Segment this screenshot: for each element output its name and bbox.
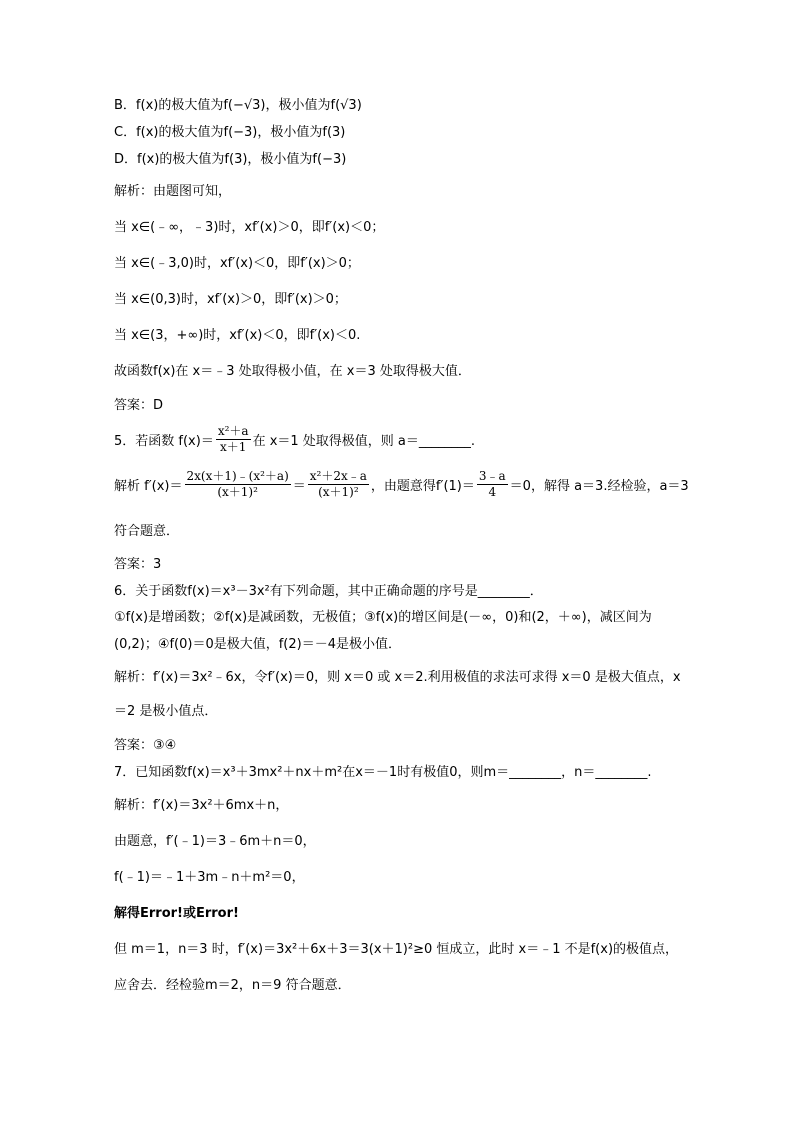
solution-4-case-2: 当 x∈(﹣3,0)时，xf′(x)＜0，即f′(x)＞0； [114,256,360,271]
fraction-numerator: x²＋2x﹣a [309,469,367,483]
answer-6: 答案：③④ [114,738,177,753]
solution-5-suffix: ＝0，解得 a＝3.经检验，a＝3 [509,479,689,494]
question-5-suffix: 在 x＝1 处取得极值，则 a＝________. [252,434,476,449]
solution-5-prefix: 解析 f′(x)＝ [114,479,183,494]
question-5-fraction [216,424,251,455]
solution-6-line-1: 解析：f′(x)＝3x²﹣6x，令f′(x)＝0，则 x＝0 或 x＝2.利用极值的求法可求得 x＝0 是极大值点，x [114,670,681,685]
solution-4-conclusion: 故函数f(x)在 x＝﹣3 处取得极小值，在 x＝3 处取得极大值． [114,364,471,379]
solution-4-case-3: 当 x∈(0,3)时，xf′(x)＞0，即f′(x)＞0； [114,292,347,307]
question-5-prefix: 5．若函数 f(x)＝ [114,434,214,449]
solution-6-line-2: ＝2 是极小值点． [114,704,218,719]
solution-7-line-4: 解得Error!或Error! [114,906,239,921]
solution-5-fraction-2 [308,469,369,500]
solution-4-case-4: 当 x∈(3，+∞)时，xf′(x)＜0，即f′(x)＜0. [114,328,361,343]
solution-7-line-5: 但 m＝1，n＝3 时，f′(x)＝3x²＋6x＋3＝3(x＋1)²≥0 恒成立，此时 x＝﹣1 不是f(x)的极值点， [114,942,679,957]
fraction-denominator: (x＋1)² [217,485,258,499]
question-6-statements-1: ①f(x)是增函数；②f(x)是减函数，无极值；③f(x)的增区间是(－∞，0)和(2，＋∞)，减区间为 [114,610,652,625]
solution-5-middle: ，由题意得f′(1)＝ [370,479,475,494]
fraction-numerator: 3﹣a [478,469,506,483]
solution-4-case-1: 当 x∈(﹣∞，﹣3)时，xf′(x)＞0，即f′(x)＜0； [114,220,385,235]
question-6-statements-2: (0,2)；④f(0)＝0是极大值，f(2)＝－4是极小值． [114,637,401,652]
solution-5-fraction-3 [477,469,508,500]
fraction-denominator: 4 [488,485,497,499]
answer-5: 答案：3 [114,557,162,572]
solution-7-line-2: 由题意，f′(﹣1)＝3﹣6m＋n＝0， [114,834,316,849]
solution-4-intro: 解析：由题图可知， [114,184,232,199]
option-b: B．f(x)的极大值为f(−√3)，极小值为f(√3) [114,98,362,113]
solution-7-line-1: 解析：f′(x)＝3x²＋6mx＋n， [114,798,289,813]
fraction-numerator: x²＋a [217,424,249,438]
fraction-denominator: x＋1 [219,440,247,454]
solution-5-continued: 符合题意． [114,524,180,539]
fraction-denominator: (x＋1)² [318,485,359,499]
question-6: 6．关于函数f(x)＝x³－3x²有下列命题，其中正确命题的序号是________． [114,584,543,599]
answer-4: 答案：D [114,398,164,413]
solution-7-line-6: 应舍去．经检验m＝2，n＝9 符合题意． [114,978,351,993]
solution-5 [114,469,689,500]
question-5 [114,424,475,455]
fraction-numerator: 2x(x＋1)﹣(x²＋a) [186,469,289,483]
option-c: C．f(x)的极大值为f(−3)，极小值为f(3) [114,125,346,140]
question-7: 7．已知函数f(x)＝x³＋3mx²＋nx＋m²在x＝－1时有极值0，则m＝________，n＝________. [114,765,652,780]
equals-sign: ＝ [292,479,306,494]
solution-7-line-3: f(﹣1)＝﹣1＋3m﹣n＋m²＝0， [114,870,305,885]
solution-5-fraction-1 [185,469,291,500]
option-d: D．f(x)的极大值为f(3)，极小值为f(−3) [114,152,347,167]
